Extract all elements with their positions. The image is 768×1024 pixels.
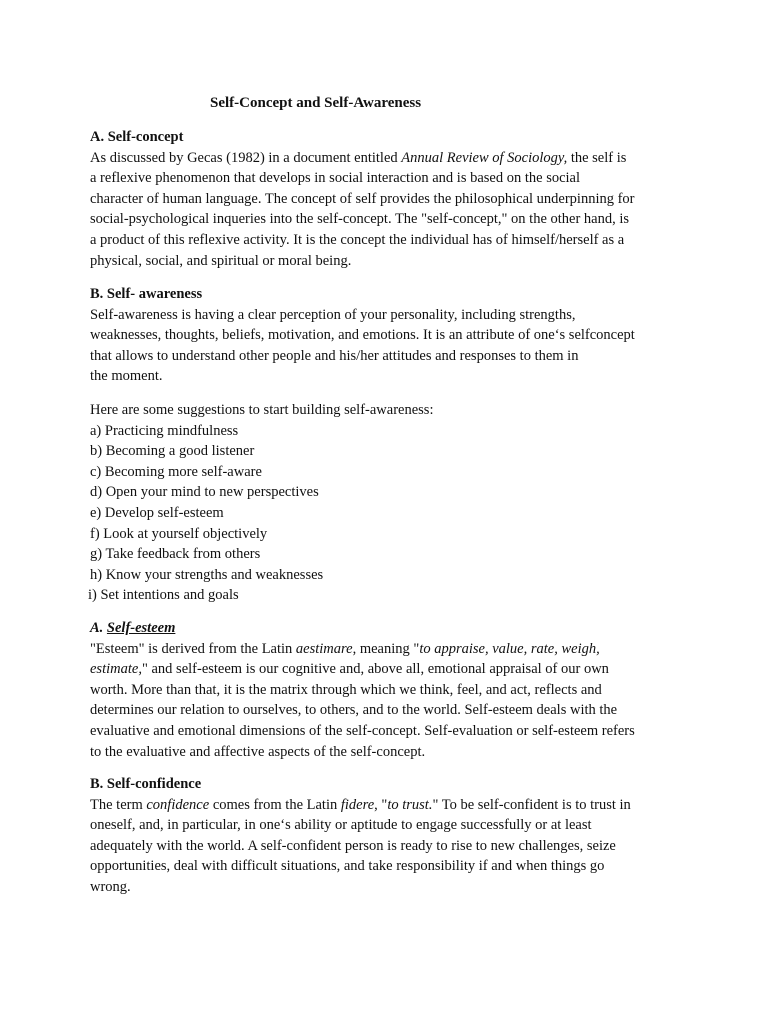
text-run: As discussed by Gecas (1982) in a document entitled (90, 149, 402, 166)
paragraph-line: evaluative and emotional dimensions of the self-concept. Self-evaluation or self-esteem refers (90, 722, 635, 739)
paragraph-line: opportunities, deal with difficult situations, and take responsibility if and when things go (90, 858, 605, 875)
paragraph-line: worth. More than that, it is the matrix through which we think, feel, and act, reflects and (90, 681, 602, 698)
paragraph-line (90, 148, 680, 169)
paragraph-line: wrong. (90, 878, 131, 895)
document-title: Self-Concept and Self-Awareness (210, 95, 422, 111)
paragraph-line (90, 639, 680, 660)
list-item: a) Practicing mindfulness (90, 422, 239, 439)
text-run: , meaning " (352, 640, 420, 657)
list-item: d) Open your mind to new perspectives (90, 484, 319, 501)
italic-definition: to appraise, value, rate, weigh, (419, 640, 600, 657)
paragraph-line: weaknesses, thoughts, beliefs, motivation, and emotions. It is an attribute of one‘s selfconcept (90, 327, 635, 344)
journal-title: Annual Review of Sociology, (401, 149, 568, 166)
paragraph-line: a reflexive phenomenon that develops in social interaction and is based on the social (90, 170, 581, 187)
text-run: The term (90, 796, 147, 813)
latin-term: aestimare (295, 640, 353, 657)
list-item: c) Becoming more self-aware (90, 463, 262, 480)
text-run: the self is (567, 149, 627, 166)
list-item: f) Look at yourself objectively (90, 525, 268, 542)
list-item: g) Take feedback from others (90, 546, 261, 563)
suggestions-intro: Here are some suggestions to start building self-awareness: (90, 402, 434, 418)
paragraph-line: physical, social, and spiritual or moral being. (90, 252, 352, 269)
section-heading: B. Self-confidence (90, 776, 202, 792)
italic-definition: estimate, (90, 661, 142, 678)
paragraph-line: Self-awareness is having a clear perception of your personality, including strengths, (90, 306, 576, 323)
paragraph-line: character of human language. The concept of self provides the philosophical underpinning for (90, 190, 635, 207)
list-item: i) Set intentions and goals (88, 587, 239, 604)
latin-term: fidere (340, 796, 375, 813)
paragraph-line: that allows to understand other people and his/her attitudes and responses to them in (90, 347, 579, 364)
paragraph-line: adequately with the world. A self-confident person is ready to rise to new challenges, seize (90, 837, 616, 854)
section-self-concept (90, 127, 680, 271)
text-run: , " (374, 796, 388, 813)
text-run: "Esteem" is derived from the Latin (90, 640, 296, 657)
section-self-confidence (90, 774, 680, 898)
text-run: " and self-esteem is our cognitive and, above all, emotional appraisal of our own (141, 661, 609, 678)
section-self-esteem (90, 618, 680, 762)
list-item: b) Becoming a good listener (90, 443, 255, 460)
suggestions-list (90, 400, 680, 606)
section-heading: B. Self- awareness (90, 286, 203, 302)
heading-text: Self-esteem (106, 620, 176, 636)
paragraph-line: to the evaluative and affective aspects of the self-concept. (90, 743, 426, 760)
italic-term: confidence (146, 796, 210, 813)
italic-definition: to trust. (387, 796, 433, 813)
paragraph-line: determines our relation to ourselves, to others, and to the world. Self-esteem deals with the (90, 702, 618, 719)
text-run: " To be self-confident is to trust in (432, 796, 631, 813)
paragraph-line: a product of this reflexive activity. It is the concept the individual has of himself/herself as a (90, 231, 625, 248)
paragraph-line: the moment. (90, 368, 163, 385)
paragraph-line: oneself, and, in particular, in one‘s ability or aptitude to engage successfully or at least (90, 817, 592, 834)
text-run: comes from the Latin (209, 796, 341, 813)
list-item: h) Know your strengths and weaknesses (90, 566, 324, 583)
paragraph-line: social-psychological inqueries into the self-concept. The "self-concept," on the other hand, is (90, 211, 630, 228)
section-heading: A. Self-concept (90, 129, 184, 145)
paragraph-line (90, 795, 680, 816)
list-item: e) Develop self-esteem (90, 504, 224, 521)
paragraph-line (90, 659, 680, 680)
section-self-awareness (90, 284, 680, 387)
section-heading (90, 618, 680, 639)
heading-prefix: A. (90, 620, 107, 636)
